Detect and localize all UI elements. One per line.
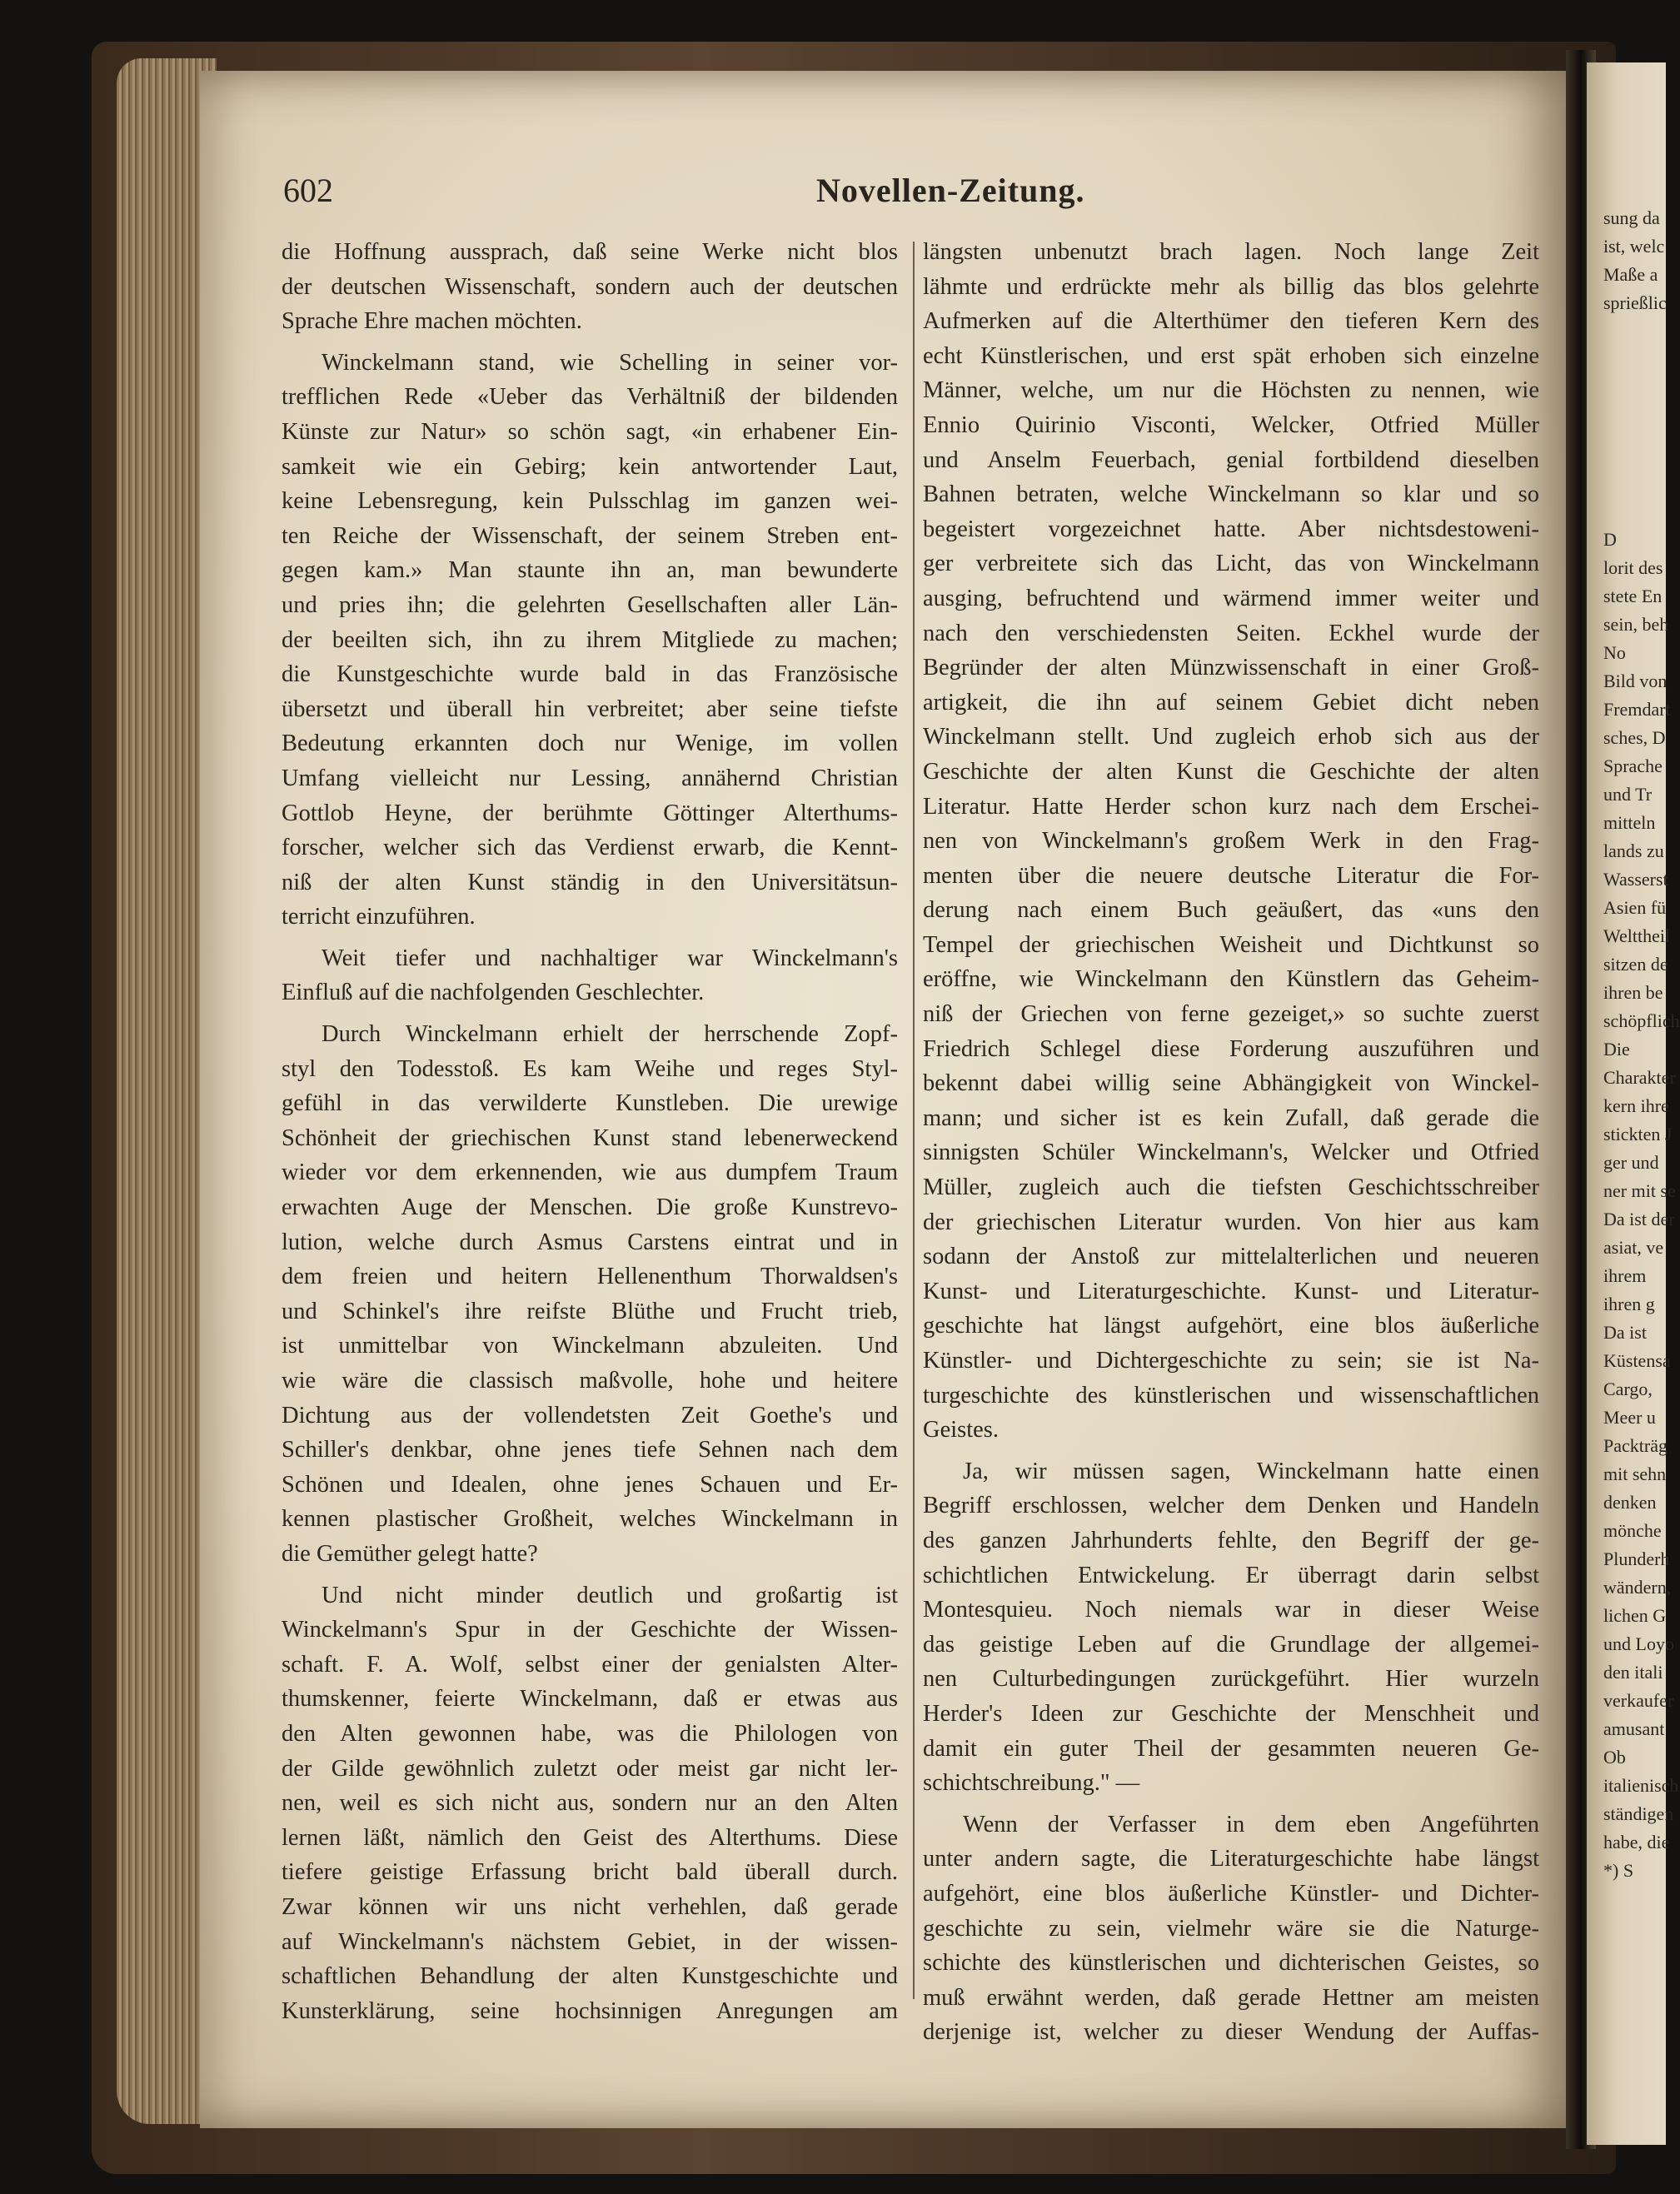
text-line: dem freien und heitern Hellenenthum Thorwaldsen's [282,1264,898,1290]
paragraph [923,235,1539,1448]
text-line: turgeschichte des künstlerischen und wissenschaftlichen [923,1382,1539,1409]
text-line: geschichte zu sein, vielmehr wäre sie die Naturge- [923,1915,1539,1942]
text-line: ausging, befruchtend und wärmend immer weiter und [923,585,1539,611]
text-line: terricht einzuführen. [282,904,476,930]
next-page-text-fragment: Asien fü [1603,897,1667,918]
page-number: 602 [283,172,333,209]
text-line: artigkeit, die ihn auf seinem Gebiet dicht neben [923,689,1539,716]
text-line: Geistes. [923,1417,1000,1444]
text-line: Bahnen betraten, welche Winckelmann so klar und so [923,481,1539,508]
text-line: wieder vor dem erkennenden, wie aus dumpfem Traum [282,1159,898,1186]
text-line: Begriff erschlossen, welcher dem Denken und Handeln [923,1493,1539,1519]
text-line: Und nicht minder deutlich und großartig ist [322,1582,898,1608]
text-line: Tempel der griechischen Weisheit und Dichtkunst so [923,931,1539,958]
text-line: Weit tiefer und nachhaltiger war Winckelmann's [322,945,898,971]
next-page-text-fragment: kern ihre [1603,1095,1669,1116]
text-line: das geistige Leben auf die Grundlage der allgemei- [923,1631,1539,1658]
next-page-text-fragment: sprießlic [1603,292,1667,313]
text-line: Männer, welche, um nur die Höchsten zu nennen, wie [923,377,1539,404]
text-line: schichtschreibung." — [923,1770,1140,1797]
text-line: Künstler- und Dichtergeschichte zu sein; sie ist Na- [923,1348,1539,1374]
text-line: Bedeutung erkannten doch nur Wenige, im vollen [282,731,898,757]
text-line: schichtlichen Entwickelung. Er überragt darin selbst [923,1562,1539,1588]
next-page-text-fragment: Packträg [1603,1435,1668,1456]
next-page-text-fragment: Cargo, [1603,1379,1653,1399]
next-page-text-fragment: lichen G [1603,1605,1667,1626]
next-page-text-fragment: Da ist der [1603,1209,1675,1229]
next-page-text-fragment: ihren be [1603,982,1663,1003]
left-column [282,235,898,2035]
next-page-text-fragment: Die [1603,1039,1630,1060]
next-page-text-fragment: sein, beh [1603,614,1669,635]
text-line: Winckelmann stand, wie Schelling in seiner vor- [322,349,898,376]
text-line: forscher, welcher sich das Verdienst erwarb, die Kennt- [282,835,898,861]
text-line: muß erwähnt werden, daß gerade Hettner am meisten [923,1984,1539,2011]
text-line: Winckelmann stellt. Und zugleich erhob sich aus der [923,724,1539,750]
text-line: styl den Todesstoß. Es kam Weihe und reges Styl- [282,1055,898,1082]
text-line: nen Culturbedingungen zurückgeführt. Hier wurzeln [923,1666,1539,1693]
next-page-text-fragment: stete En [1603,586,1663,606]
paragraph [282,1578,898,2029]
next-page-text-fragment: Da ist [1603,1322,1647,1343]
next-page-text-fragment: sches, D [1603,727,1666,748]
text-line: Aufmerken auf die Alterthümer den tieferen Kern des [923,308,1539,335]
text-line: schaftlichen Behandlung der alten Kunstgeschichte und [282,1963,898,1990]
next-page-text-fragment: Ob [1603,1747,1626,1768]
next-page-text-fragment: und Tr [1603,784,1653,805]
text-line: Künste zur Natur» so schön sagt, «in erhabener Ein- [282,418,898,445]
next-page-text-fragment: ihrem [1603,1265,1647,1286]
next-page-text-fragment: Sprache [1603,755,1663,776]
text-line: Winckelmann's Spur in der Geschichte der Wissen- [282,1617,898,1643]
text-line: derjenige ist, welcher zu dieser Wendung der Auffas- [923,2019,1539,2046]
text-line: Kunst- und Literaturgeschichte. Kunst- und Literatur- [923,1278,1539,1304]
next-page-text-fragment: ihren g [1603,1294,1655,1314]
next-page-text-fragment: Fremdart [1603,699,1671,720]
next-page-text-fragment: mit sehn [1603,1463,1667,1484]
next-page-text-fragment: habe, die [1603,1832,1670,1852]
text-line: Literatur. Hatte Herder schon kurz nach dem Erschei- [923,793,1539,820]
text-line: gefühl in das verwilderte Kunstleben. Die urewige [282,1090,898,1117]
text-line: damit ein guter Theil der gesammten neueren Ge- [923,1735,1539,1762]
text-line: derung nach einem Buch geäußert, das «uns den [923,897,1539,924]
paragraph [282,941,898,1010]
next-page-text-fragment: denken [1603,1492,1657,1513]
next-page-text-fragment: mitteln [1603,812,1656,833]
text-line: und Anselm Feuerbach, genial fortbildend dieselben [923,446,1539,473]
text-line: ten Reiche der Wissenschaft, der seinem Streben ent- [282,522,898,549]
text-line: Durch Winckelmann erhielt der herrschende Zopf- [322,1021,898,1048]
next-page-text-fragment: mönche [1603,1520,1662,1541]
text-line: Sprache Ehre machen möchten. [282,308,582,335]
text-line: samkeit wie ein Gebirg; kein antwortender Laut, [282,453,898,480]
text-line: echt Künstlerischen, und erst spät erhoben sich einzelne [923,342,1539,369]
text-line: gegen kam.» Man staunte ihn an, man bewunderte [282,557,898,584]
text-line: die Kunstgeschichte wurde bald in das Französische [282,661,898,688]
text-line: aufgehört, eine blos äußerliche Künstler- und Dichter- [923,1880,1539,1907]
text-line: der beeilten sich, ihn zu ihrem Mitgliede zu machen; [282,626,898,653]
next-page-text-fragment: Meer u [1603,1407,1656,1428]
text-line: begeistert vorgezeichnet hatte. Aber nichtsdestoweni- [923,516,1539,542]
next-page-text-fragment: Maße a [1603,264,1658,285]
next-page-text-fragment: den itali [1603,1662,1663,1683]
text-line: auf Winckelmann's nächstem Gebiet, in der wissen- [282,1928,898,1955]
text-line: nach den verschiedensten Seiten. Eckhel wurde der [923,620,1539,646]
next-page-text-fragment: Charakter [1603,1067,1676,1088]
column-rule [913,242,915,1999]
next-page-text-fragment: schöpflich [1603,1010,1680,1031]
next-page-text-fragment: lorit des [1603,557,1663,578]
text-line: und Schinkel's ihre reifste Blüthe und Frucht trieb, [282,1298,898,1324]
text-line: trefflichen Rede «Ueber das Verhältniß der bildenden [282,384,898,411]
text-line: Schönen und Idealen, ohne jenes Schauen und Er- [282,1471,898,1498]
text-line: der griechischen Literatur wurden. Von hier aus kam [923,1209,1539,1235]
next-page-text-fragment: ger und [1603,1152,1659,1173]
text-line: Umfang vielleicht nur Lessing, annähernd Christian [282,765,898,791]
text-line: längsten unbenutzt brach lagen. Noch lange Zeit [923,239,1539,265]
next-page-text-fragment: Welttheil [1603,925,1671,946]
text-line: der Gilde gewöhnlich zuletzt oder meist gar nicht ler- [282,1755,898,1782]
text-line: ist unmittelbar von Winckelmann abzuleiten. Und [282,1333,898,1359]
next-page-text-fragment: ner mit se [1603,1180,1676,1201]
text-line: sinnigsten Schüler Winckelmann's, Welcker und Otfried [923,1139,1539,1166]
text-line: Gottlob Heyne, der berühmte Göttinger Alterthums- [282,800,898,826]
text-line: nen von Winckelmann's großem Werk in den Frag- [923,828,1539,855]
next-page-text-fragment: italienisch [1603,1775,1679,1796]
text-line: Wenn der Verfasser in dem eben Angeführten [963,1811,1539,1837]
text-line: lution, welche durch Asmus Carstens eintrat und in [282,1229,898,1255]
next-page-text-fragment: Küstensa [1603,1350,1671,1371]
next-page-text-fragment: asiat, ve [1603,1237,1664,1258]
text-line: niß der Griechen von ferne gezeiget,» so suchte zuerst [923,1001,1539,1028]
text-line: übersetzt und überall hin verbreitet; aber seine tiefste [282,696,898,722]
text-line: Herder's Ideen zur Geschichte der Menschheit und [923,1700,1539,1727]
text-line: menten über die neuere deutsche Literatur die For- [923,862,1539,889]
text-line: kennen plastischer Großheit, welches Winckelmann in [282,1506,898,1533]
text-line: thumskenner, feierte Winckelmann, daß er etwas aus [282,1686,898,1713]
next-page-text-fragment: Plunderh [1603,1548,1670,1569]
text-line: nen, weil es sich nicht aus, sondern nur an den Alten [282,1790,898,1817]
text-line: schichte des künstlerischen und dichterischen Geistes, so [923,1950,1539,1977]
text-line: mann; und sicher ist es kein Zufall, daß gerade die [923,1104,1539,1131]
next-page-text-fragment: sung da [1603,207,1660,228]
next-page-text-fragment: D [1603,529,1617,550]
text-line: sodann der Anstoß zur mittelalterlichen und neueren [923,1244,1539,1270]
text-line: Montesquieu. Noch niemals war in dieser Weise [923,1597,1539,1623]
text-line: keine Lebensregung, kein Pulsschlag im ganzen wei- [282,488,898,515]
paragraph [282,235,898,339]
next-page-text-fragment: Wasserst [1603,869,1668,890]
text-line: lähmte und erdrückte mehr als billig das blos gelehrte [923,273,1539,300]
paragraph [282,1017,898,1572]
text-line: geschichte hat längst aufgehört, eine blos äußerliche [923,1313,1539,1339]
next-page-text-fragment: stickten J [1603,1124,1673,1144]
next-page-text-fragment: verkaufer [1603,1690,1674,1711]
text-line: Müller, zugleich auch die tiefsten Geschichtsschreiber [923,1174,1539,1201]
paragraph [923,1808,1539,2050]
paragraph [282,346,898,935]
text-line: Begründer der alten Münzwissenschaft in einer Groß- [923,655,1539,681]
text-line: des ganzen Jahrhunderts fehlte, den Begriff der ge- [923,1527,1539,1553]
text-line: Schönheit der griechischen Kunst stand lebenerweckend [282,1124,898,1151]
text-line: Ja, wir müssen sagen, Winckelmann hatte einen [963,1458,1539,1484]
next-page-text-fragment: No [1603,642,1626,663]
text-line: Einfluß auf die nachfolgenden Geschlechter. [282,980,705,1006]
next-page-text-fragment: *) S [1603,1860,1634,1881]
next-page-edge [1587,62,1680,2145]
text-line: den Alten gewonnen habe, was die Philologen von [282,1720,898,1747]
text-line: Geschichte der alten Kunst die Geschichte der alten [923,758,1539,785]
running-title: Novellen-Zeitung. [816,172,1085,209]
text-line: tiefere geistige Erfassung bricht bald überall durch. [282,1859,898,1886]
paragraph [923,1454,1539,1801]
text-line: der deutschen Wissenschaft, sondern auch der deutschen [282,273,898,300]
next-page-text-fragment: ist, welc [1603,236,1665,257]
text-line: Zwar können wir uns nicht verhehlen, daß gerade [282,1893,898,1920]
text-line: niß der alten Kunst ständig in den Universitätsun- [282,869,898,895]
next-page-text-fragment: wändern, [1603,1577,1672,1598]
text-line: bekennt dabei willig seine Abhängigkeit von Winckel- [923,1070,1539,1097]
text-line: eröffne, wie Winckelmann den Künstlern das Geheim- [923,966,1539,993]
text-line: und pries ihn; die gelehrten Gesellschaften aller Län- [282,591,898,618]
text-line: ger verbreitete sich das Licht, das von Winckelmann [923,551,1539,577]
text-line: Dichtung aus der vollendetsten Zeit Goethe's und [282,1402,898,1429]
text-line: wie wäre die classisch maßvolle, hohe und heitere [282,1368,898,1394]
text-line: Friedrich Schlegel diese Forderung auszuführen und [923,1035,1539,1062]
next-page-text-fragment: lands zu [1603,840,1664,861]
right-column [923,235,1539,2057]
text-line: lernen läßt, nämlich den Geist des Alterthums. Diese [282,1824,898,1851]
text-line: unter andern sagte, die Literaturgeschichte habe längst [923,1846,1539,1872]
next-page-text-fragment: sitzen de [1603,954,1668,975]
next-page-text-fragment: amusant [1603,1718,1665,1739]
text-line: Schiller's denkbar, ohne jenes tiefe Sehnen nach dem [282,1437,898,1463]
next-page-text-fragment: Bild von [1603,671,1668,691]
text-line: Ennio Quirinio Visconti, Welcker, Otfried Müller [923,411,1539,438]
next-page-text-fragment: und Loyo [1603,1633,1674,1654]
text-line: schaft. F. A. Wolf, selbst einer der genialsten Alter- [282,1651,898,1678]
text-line: die Gemüther gelegt hatte? [282,1540,538,1567]
text-line: erwachten Auge der Menschen. Die große Kunstrevo- [282,1194,898,1221]
text-line: Kunsterklärung, seine hochsinnigen Anregungen am [282,1997,898,2024]
text-line: die Hoffnung aussprach, daß seine Werke nicht blos [282,239,898,265]
next-page-text-fragment: ständigen [1603,1803,1674,1824]
